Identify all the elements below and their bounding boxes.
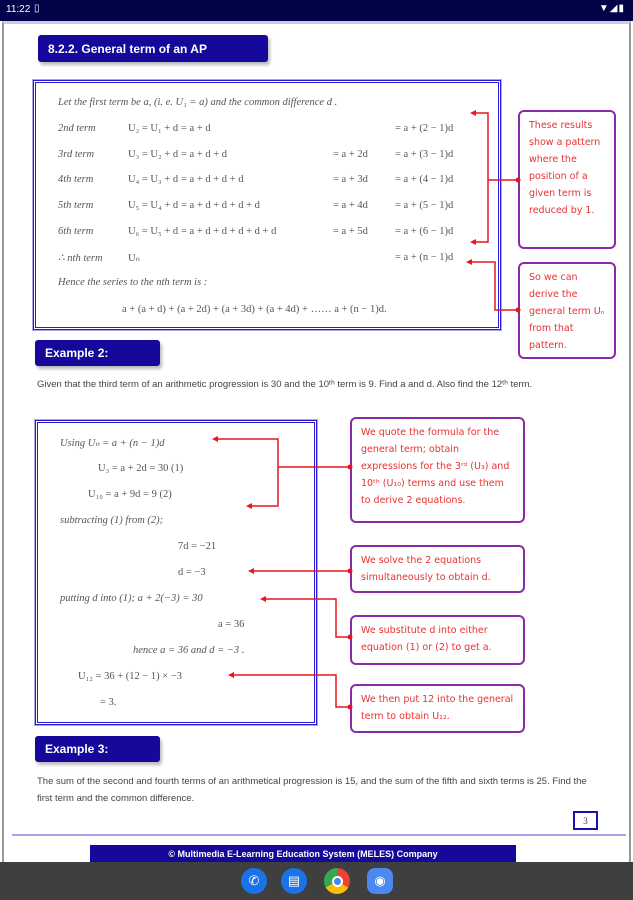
row-equation: U₄ = U₃ + d — [128, 174, 179, 186]
row-equation: U₃ = U₂ + d — [128, 148, 179, 160]
solution-line: U₁₀ = a + 9d = 9 (2) — [88, 489, 172, 500]
row-simplified: = a + 4d — [333, 200, 368, 212]
solution-line: U₁₂ = 36 + (12 − 1) × −3 — [78, 671, 183, 682]
callout-substitute: We substitute d into either equation (1) or (2) to get a. — [350, 615, 525, 665]
row-label: 5th term — [58, 200, 94, 212]
messages-app-icon[interactable]: ▤ — [281, 868, 307, 894]
row-equation: U₅ = U₄ + d — [128, 200, 179, 212]
row-equation: U₆ = U₅ + d — [128, 225, 179, 237]
row-general: = a + (6 − 1)d — [395, 225, 454, 237]
chrome-app-icon[interactable] — [324, 868, 350, 894]
wifi-signal-battery-icon: ▼◢▮ — [598, 3, 625, 14]
solution-line: a = 36 — [218, 619, 245, 630]
row-expansion: = a + d + d + d — [181, 174, 244, 186]
phone-app-icon[interactable]: ✆ — [241, 868, 267, 894]
example2-question: Given that the third term of an arithmetic progression is 30 and the 10ᵗʰ term is 9. Find a and d. Also find the 12ᵗʰ term. — [37, 379, 533, 390]
row-general: = a + (4 − 1)d — [395, 174, 454, 186]
example3-title: Example 3: — [35, 736, 160, 762]
row-simplified: = a + 2d — [333, 148, 368, 160]
row-general: = a + (5 − 1)d — [395, 200, 454, 212]
page-number: 3 — [573, 811, 598, 830]
row-equation: Uₙ — [128, 252, 140, 264]
solution-line: subtracting (1) from (2); — [60, 515, 164, 526]
solution-line: Using Uₙ = a + (n − 1)d — [60, 438, 165, 449]
row-label: 2nd term — [58, 123, 96, 134]
row-label: 4th term — [58, 174, 94, 186]
row-simplified: = a + 3d — [333, 174, 368, 186]
callout-formula: We quote the formula for the general term; obtain expressions for the 3ʳᵈ (U₃) and 10ᵗʰ (U₁₀) terms and use them to derive 2 equations. — [350, 417, 525, 523]
solution-line: 7d = −21 — [178, 541, 217, 552]
solution-line: putting d into (1); a + 2(−3) = 30 — [60, 593, 203, 604]
solution-line: U₃ = a + 2d = 30 (1) — [98, 463, 184, 474]
example2-title: Example 2: — [35, 340, 160, 366]
row-expansion: = a + d + d + d + d + d — [181, 225, 277, 237]
camera-app-icon[interactable]: ◉ — [367, 868, 393, 894]
row-expansion: = a + d + d + d + d — [181, 200, 260, 212]
section-title: 8.2.2. General term of an AP — [38, 35, 268, 62]
solution-line: d = −3 — [178, 567, 206, 578]
callout-general-term: So we can derive the general term Uₙ from that pattern. — [518, 262, 616, 359]
series-formula: a + (a + d) + (a + 2d) + (a + 3d) + (a + 4d) + …… a + (n − 1)d. — [122, 304, 387, 315]
row-equation: U₂ = U₁ + d — [128, 123, 179, 134]
footer-banner: © Multimedia E-Learning Education System (MELES) Company — [90, 845, 516, 862]
sim-icon: ▯ — [34, 3, 40, 14]
solution-line: hence a = 36 and d = −3 . — [133, 645, 245, 656]
row-general: = a + (2 − 1)d — [395, 123, 454, 134]
row-label: 6th term — [58, 225, 94, 237]
row-simplified: = a + 5d — [333, 225, 368, 237]
intro-text: Let the first term be a, (i. e. U₁ = a) and the common difference d . — [58, 97, 338, 108]
callout-pattern: These results show a pattern where the position of a given term is reduced by 1. — [518, 110, 616, 249]
row-general: = a + (3 − 1)d — [395, 148, 454, 160]
callout-solve: We solve the 2 equations simultaneously to obtain d. — [350, 545, 525, 593]
row-label: ∴ nth term — [58, 252, 103, 264]
solution-line: = 3. — [100, 697, 117, 708]
app-dock — [0, 862, 633, 900]
hence-text: Hence the series to the nth term is : — [58, 277, 208, 288]
row-expansion: = a + d — [181, 123, 211, 134]
clock: 11:22 — [6, 4, 31, 15]
row-label: 3rd term — [58, 148, 95, 160]
callout-twelfth: We then put 12 into the general term to obtain U₁₂. — [350, 684, 525, 733]
row-expansion: = a + d + d — [181, 148, 228, 160]
footer-divider — [12, 834, 626, 836]
example3-question: The sum of the second and fourth terms of an arithmetical progression is 15, and the sum of the fifth and sixth terms is 25. Find the first term and the common difference. — [37, 776, 587, 804]
row-general: = a + (n − 1)d — [395, 251, 454, 263]
